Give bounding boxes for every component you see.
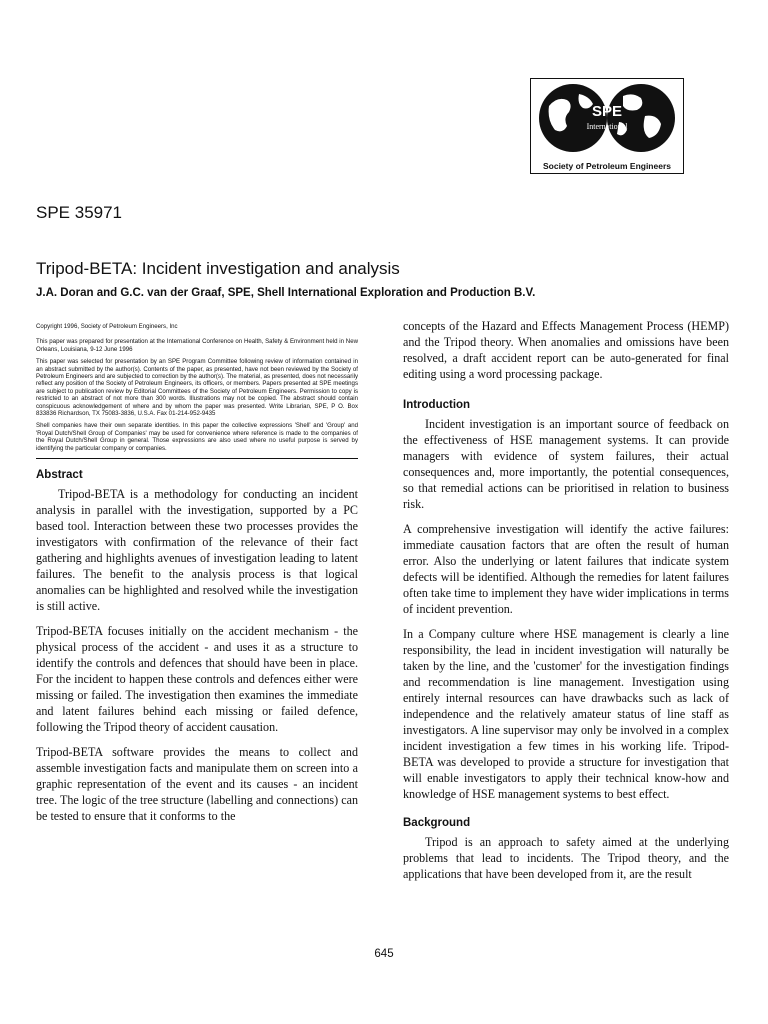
paper-title: Tripod-BETA: Incident investigation and analysis: [36, 259, 400, 278]
paper-number: SPE 35971: [36, 203, 123, 222]
conference-notice: This paper was prepared for presentation at the International Conference on Health, Safety & Environment held in New Orleans, Louisiana, 9-12 June 1996: [36, 338, 358, 353]
logo-international-text: International: [586, 122, 628, 131]
left-column: [36, 318, 358, 833]
section-divider: [36, 458, 358, 459]
copyright-notice: Copyright 1996, Society of Petroleum Engineers, Inc: [36, 323, 178, 330]
right-column: [403, 318, 729, 891]
introduction-paragraph: In a Company culture where HSE management is clearly a line responsibility, the lead in incident investigation will naturally be taken by the line, and the 'customer' for the investigation findings and recommendation is line management. Investigation using entirely internal resources can have drawbacks such as lack of independence and the relatively amateur status of line staff as investigators. A line supervisor may only be involved in a complex incident investigation a few times in his working life. Tripod-BETA was developed to provide a structure for investigation that will enable investigators to apply their technical know-how and knowledge of HSE management systems to best effect.: [403, 627, 729, 801]
abstract-heading: Abstract: [36, 469, 83, 482]
abstract-paragraph: Tripod-BETA is a methodology for conducting an incident analysis in parallel with the investigation, supported by a PC based tool. Interaction between these two processes provides the investigators with confirmation of the relevance of their fact gathering and highlights avenues of investigation leading to latent failures. The benefit to the analysis process is that logical anomalies can be highlighted and resolved while the investigation is still active.: [36, 487, 358, 614]
logo-caption: Society of Petroleum Engineers: [542, 161, 671, 171]
abstract-continued-paragraph: concepts of the Hazard and Effects Management Process (HEMP) and the Tripod theory. When anomalies and omissions have been resolved, a draft accident report can be auto-generated for final editing using a word processing package.: [403, 319, 729, 381]
globe-icon: [535, 82, 679, 154]
spe-logo: [530, 78, 684, 174]
abstract-paragraph: Tripod-BETA software provides the means to collect and assemble investigation facts and manipulate them on screen into a graphic representation of the event and its causes - an incident tree. The logic of the tree structure (labelling and connections) can be tested to ensure that it conforms to the: [36, 745, 358, 824]
background-paragraph: Tripod is an approach to safety aimed at the underlying problems that lead to incidents. The Tripod theory, and the applications that have been developed from it, are the result: [403, 835, 729, 881]
selection-notice: This paper was selected for presentation by an SPE Program Committee following review of information contained in an abstract submitted by the author(s). Contents of the paper, as presented, have not been reviewed by the Society of Petroleum Engineers and are subjected to correction by the author(s). The material, as presented, does not necessarily reflect any position of the Society of Petroleum Engineers, its officers, or members. Papers presented at SPE meetings are subject to publication review by Editorial Committees of the Society of Petroleum Engineers. Permission to copy is restricted to an abstract of not more than 300 words. Illustrations may not be copied. The abstract should contain conspicuous acknowledgement of where and by whom the paper was presented. Write Librarian, SPE, P O. Box 833836 Richardson, TX 75083-3836, U.S.A. Fax 01-214-952-9435: [36, 358, 358, 418]
abstract-paragraph: Tripod-BETA focuses initially on the accident mechanism - the physical process of the accident - and uses it as a structure to identify the controls and defences that should have been in place. For the incident to happen these controls and defences either were missing or failed. The investigation then examines the immediate and latent failures behind each missing or failed defence, following the Tripod theory of accident causation.: [36, 624, 358, 735]
introduction-paragraph: Incident investigation is an important source of feedback on the effectiveness of HSE management systems. It can provide managers with evidence of system failures, their actual consequences and, more importantly, the potential consequences, so that remedial actions can be prioritised in relation to business risk.: [403, 417, 729, 511]
logo-spe-text: SPE: [591, 103, 623, 120]
introduction-paragraph: A comprehensive investigation will identify the active failures: immediate causation factors that are often the result of human error. Also the underlying or latent failures that indicate system defects will be identified. Although the remedies for latent failures often take time to implement they have wider implications in terms of incident prevention.: [403, 522, 729, 616]
page-number: 645: [374, 948, 394, 960]
authors: J.A. Doran and G.C. van der Graaf, SPE, Shell International Exploration and Production B.V.: [36, 287, 536, 299]
introduction-heading: Introduction: [403, 399, 471, 411]
shell-companies-notice: Shell companies have their own separate identities. In this paper the collective expressions 'Shell' and 'Group' and 'Royal Dutch/Shell Group of Companies' may be used for convenience where reference is made to the companies of the Royal Dutch/Shell Group in general. Those expressions are also used where no useful purpose is served by identifying the particular company or companies.: [36, 422, 358, 452]
background-heading: Background: [403, 817, 471, 829]
